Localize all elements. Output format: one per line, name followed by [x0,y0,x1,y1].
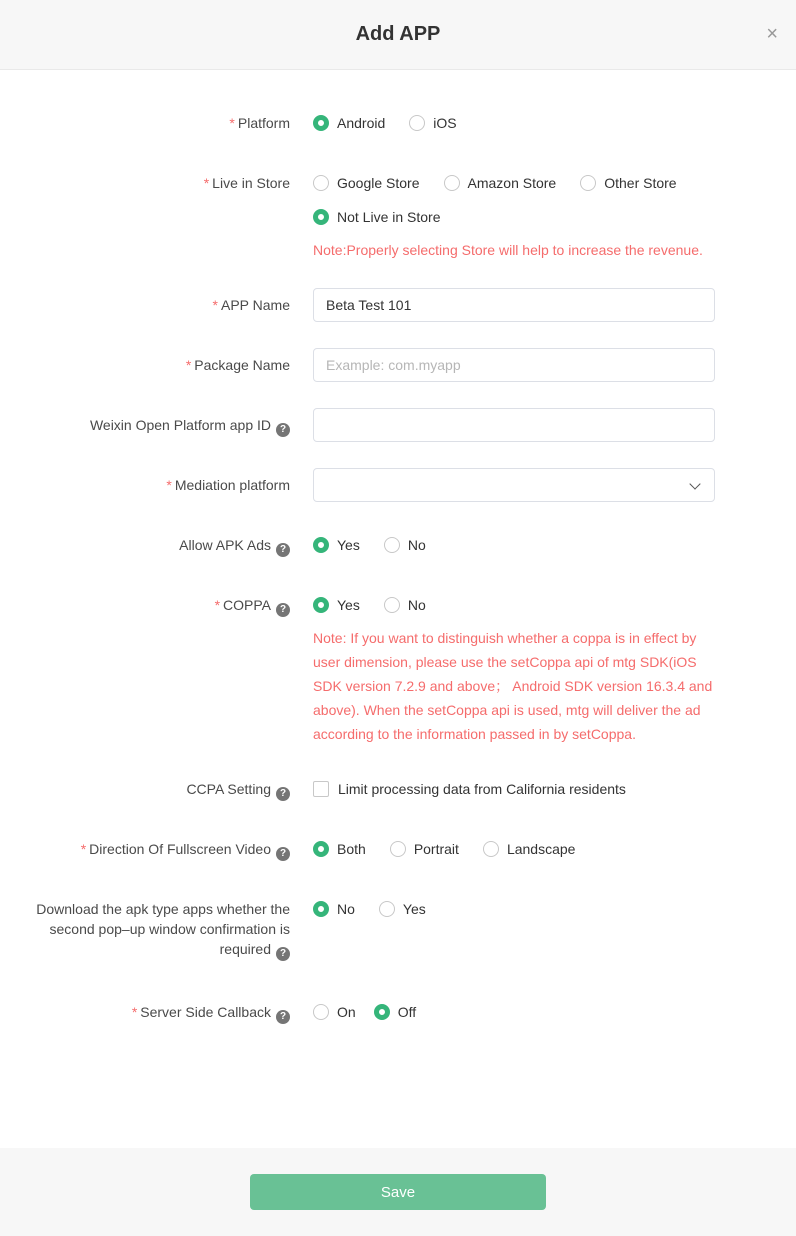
radio-selected-icon [313,901,329,917]
save-button[interactable]: Save [250,1174,546,1210]
ccpa-setting-label [0,772,313,806]
radio-selected-icon [313,841,329,857]
radio-server-callback-on[interactable] [313,1004,356,1020]
required-asterisk: * [212,297,218,313]
help-icon[interactable]: ? [276,947,290,961]
radio-label: Portrait [413,841,459,857]
allow-apk-ads-label [0,528,313,562]
row-direction-fullscreen-video [0,832,796,866]
ccpa-checkbox[interactable] [313,781,626,797]
platform-label [0,106,313,140]
label-text: COPPA [223,597,271,613]
radio-unselected-icon [384,597,400,613]
package-name-label [0,348,313,382]
server-callback-label [0,995,313,1029]
download-confirm-label [0,892,313,961]
radio-selected-icon [313,209,329,225]
required-asterisk: * [185,357,192,373]
dialog-header [0,0,796,70]
chevron-down-icon [689,478,700,489]
radio-label: Both [337,841,366,857]
direction-label [0,832,313,866]
radio-label: On [337,1004,356,1020]
radio-selected-icon [313,537,329,553]
radio-unselected-icon [313,175,329,191]
radio-ios[interactable] [409,115,456,131]
radio-label: No [337,901,355,917]
live-in-store-label [0,166,313,262]
radio-unselected-icon [444,175,460,191]
radio-selected-icon [374,1004,390,1020]
label-text: Direction Of Fullscreen Video [89,841,271,857]
help-icon[interactable]: ? [276,847,290,861]
radio-unselected-icon [409,115,425,131]
radio-not-live-in-store[interactable] [313,209,441,225]
radio-label: No [407,537,426,553]
radio-coppa-yes[interactable] [313,597,360,613]
weixin-app-id-label [0,408,313,442]
label-text: Package Name [194,357,290,373]
radio-other-store[interactable] [580,175,676,191]
radio-allow-apk-no[interactable] [384,537,426,553]
app-name-label [0,288,313,322]
coppa-note: Note: If you want to distinguish whether a coppa is in effect by user dimension, please use the setCoppa api of mtg SDK(iOS SDK version 7.2.9 and above； Android SDK version 16.3.4 and above). When the setCoppa api is used, mtg will deliver the ad according to the information passed in by setCoppa. [313,630,713,742]
radio-label: Landscape [506,841,576,857]
help-icon[interactable]: ? [276,423,290,437]
radio-label: Not Live in Store [337,209,441,225]
radio-amazon-store[interactable] [444,175,557,191]
help-icon[interactable]: ? [276,603,290,617]
row-weixin-app-id [0,408,796,442]
radio-download-confirm-no[interactable] [313,901,355,917]
row-ccpa-setting [0,772,796,806]
label-text: CCPA Setting [186,781,271,797]
required-asterisk: * [131,1004,138,1020]
checkbox-icon [313,781,329,797]
help-icon[interactable]: ? [276,787,290,801]
radio-download-confirm-yes[interactable] [379,901,426,917]
row-mediation-platform [0,468,796,502]
label-text: Download the apk type apps whether the second pop–up window confirmation is required [36,901,290,957]
app-name-input[interactable] [313,288,715,322]
radio-label: Other Store [604,175,677,191]
radio-unselected-icon [483,841,499,857]
row-app-name [0,288,796,322]
label-text: Mediation platform [174,477,290,493]
mediation-platform-label [0,468,313,502]
label-text: Allow APK Ads [179,537,271,553]
row-platform [0,106,796,140]
radio-label: Yes [337,597,360,613]
radio-direction-both[interactable] [313,841,366,857]
dialog-body [0,70,796,1148]
radio-label: Off [397,1004,417,1020]
radio-label: No [407,597,426,613]
row-package-name [0,348,796,382]
row-server-side-callback [0,995,796,1029]
label-text: Server Side Callback [140,1004,271,1020]
radio-direction-landscape[interactable] [483,841,576,857]
radio-direction-portrait[interactable] [390,841,459,857]
row-live-in-store [0,166,796,262]
radio-selected-icon [313,597,329,613]
radio-unselected-icon [379,901,395,917]
label-text: APP Name [221,297,290,313]
store-note: Note:Properly selecting Store will help to increase the revenue. [313,242,703,258]
required-asterisk: * [214,597,221,613]
radio-google-store[interactable] [313,175,420,191]
radio-unselected-icon [384,537,400,553]
help-icon[interactable]: ? [276,543,290,557]
label-text: Weixin Open Platform app ID [89,417,271,433]
radio-server-callback-off[interactable] [374,1004,416,1020]
radio-unselected-icon [580,175,596,191]
radio-label: Google Store [337,175,420,191]
row-allow-apk-ads [0,528,796,562]
radio-label: Yes [337,537,360,553]
radio-label: Yes [402,901,426,917]
radio-unselected-icon [313,1004,329,1020]
label-text: Platform [237,115,290,131]
radio-allow-apk-yes[interactable] [313,537,360,553]
checkbox-label: Limit processing data from California residents [338,781,626,797]
radio-selected-icon [313,115,329,131]
radio-android[interactable] [313,115,385,131]
label-text: Live in Store [212,175,290,191]
required-asterisk: * [203,175,210,191]
required-asterisk: * [80,841,87,857]
radio-label: Android [337,115,386,131]
dialog-title: Add APP [355,23,441,45]
row-download-confirm [0,892,796,961]
coppa-label [0,588,313,746]
required-asterisk: * [229,115,235,131]
close-icon[interactable]: × [766,23,778,45]
package-name-input[interactable] [313,348,715,382]
required-asterisk: * [166,477,172,493]
mediation-platform-select[interactable] [313,468,715,502]
weixin-app-id-input[interactable] [313,408,715,442]
radio-coppa-no[interactable] [384,597,426,613]
help-icon[interactable]: ? [276,1010,290,1024]
radio-label: Amazon Store [467,175,557,191]
radio-unselected-icon [390,841,406,857]
radio-label: iOS [433,115,457,131]
dialog-footer [0,1148,796,1236]
row-coppa [0,588,796,746]
